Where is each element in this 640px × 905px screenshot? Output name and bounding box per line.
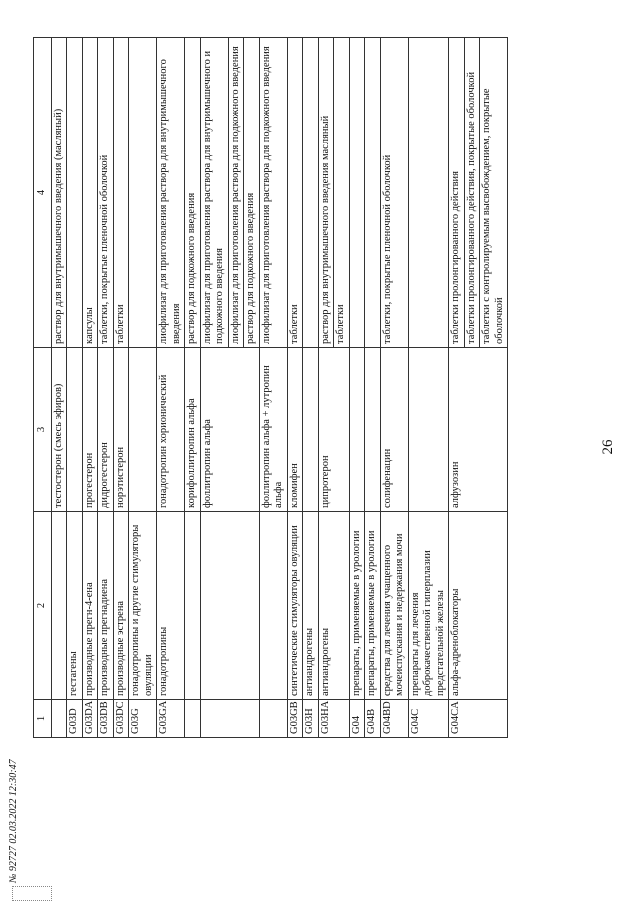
atc-group-name: антиандрогены [303, 512, 319, 700]
atc-group-name [51, 512, 67, 700]
table-row [380, 38, 408, 738]
drug-name: фоллитропин альфа + лутропин альфа [259, 348, 287, 512]
table-row [349, 38, 365, 738]
dosage-form [349, 38, 365, 348]
drug-name: солифенацин [380, 348, 408, 512]
dosage-form: таблетки пролонгированного действия [449, 38, 465, 348]
drug-name [303, 348, 319, 512]
dosage-form: таблетки [113, 38, 129, 348]
atc-group-name: производные эстрена [113, 512, 129, 700]
atc-code: G03GA [157, 700, 185, 738]
table-row [408, 38, 449, 738]
atc-group-name: синтетические стимуляторы овуляции [287, 512, 303, 700]
dosage-form: таблетки с контролируемым высвобождением, покрытые оболочкой [480, 38, 508, 348]
atc-code: G03D [67, 700, 83, 738]
dosage-form: раствор для подкожного введения [185, 38, 201, 348]
atc-group-name: антиандрогены [318, 512, 349, 700]
dosage-form: таблетки пролонгированного действия, покрытые оболочкой [464, 38, 480, 348]
drug-name [408, 348, 449, 512]
dosage-form [67, 38, 83, 348]
header-col-2: 2 [34, 512, 52, 700]
table-row [98, 38, 114, 738]
drug-name: фоллитропин альфа [200, 348, 259, 512]
atc-group-name: производные прегн-4-ена [82, 512, 98, 700]
drug-name [365, 348, 381, 512]
dosage-form [408, 38, 449, 348]
table-row [303, 38, 319, 738]
table-row [82, 38, 98, 738]
atc-code: G04BD [380, 700, 408, 738]
dosage-form [365, 38, 381, 348]
registration-stamp [12, 886, 52, 901]
drug-name: норэтистерон [113, 348, 129, 512]
dosage-form: таблетки [334, 38, 350, 348]
drug-name: прогестерон [82, 348, 98, 512]
table-row [287, 38, 303, 738]
atc-group-name: препараты для лечения доброкачественной гиперплазии предстательной железы [408, 512, 449, 700]
drug-table [33, 37, 508, 738]
atc-group-name: производные прегнадиена [98, 512, 114, 700]
atc-group-name: альфа-адреноблокаторы [449, 512, 508, 700]
drug-name: ципротерон [318, 348, 349, 512]
drug-name [129, 348, 157, 512]
table-row [51, 38, 67, 738]
atc-code: G03DB [98, 700, 114, 738]
document-stamp-text: № 92727 02.03.2022 12:30:47 [8, 759, 19, 883]
atc-code [200, 700, 259, 738]
dosage-form [129, 38, 157, 348]
atc-code: G03HA [318, 700, 349, 738]
atc-code [51, 700, 67, 738]
atc-group-name: гонадотропины и другие стимуляторы овуляции [129, 512, 157, 700]
table-row [318, 38, 334, 738]
dosage-form [303, 38, 319, 348]
table-row [129, 38, 157, 738]
table-row [259, 38, 287, 738]
atc-code: G03GB [287, 700, 303, 738]
header-col-1: 1 [34, 700, 52, 738]
drug-name: гонадотропин хорионический [157, 348, 185, 512]
dosage-form: лиофилизат для приготовления раствора для внутримышечного и подкожного введения [200, 38, 228, 348]
table-row [113, 38, 129, 738]
drug-name: корифоллитропин альфа [185, 348, 201, 512]
dosage-form: раствор для внутримышечного введения (масляный) [51, 38, 67, 348]
dosage-form: лиофилизат для приготовления раствора для подкожного введения [259, 38, 287, 348]
page-number: 26 [600, 439, 616, 455]
header-col-3: 3 [34, 348, 52, 512]
dosage-form: раствор для подкожного введения [244, 38, 260, 348]
drug-name [67, 348, 83, 512]
drug-name: алфузозин [449, 348, 508, 512]
dosage-form: таблетки, покрытые пленочной оболочкой [98, 38, 114, 348]
atc-code: G03H [303, 700, 319, 738]
dosage-form: капсулы [82, 38, 98, 348]
dosage-form: лиофилизат для приготовления раствора для подкожного введения [228, 38, 244, 348]
drug-name [349, 348, 365, 512]
atc-code [259, 700, 287, 738]
dosage-form: таблетки, покрытые пленочной оболочкой [380, 38, 408, 348]
table-row [185, 38, 201, 738]
dosage-form: таблетки [287, 38, 303, 348]
atc-group-name: гонадотропины [157, 512, 185, 700]
header-col-4: 4 [34, 38, 52, 348]
table-row [449, 38, 465, 738]
atc-code: G04C [408, 700, 449, 738]
atc-group-name [259, 512, 287, 700]
dosage-form: лиофилизат для приготовления раствора для внутримышечного введения [157, 38, 185, 348]
atc-group-name [200, 512, 259, 700]
atc-code: G04B [365, 700, 381, 738]
table-row [200, 38, 228, 738]
atc-group-name: препараты, применяемые в урологии [365, 512, 381, 700]
drug-name: дидрогестерон [98, 348, 114, 512]
atc-code: G03DA [82, 700, 98, 738]
dosage-form: раствор для внутримышечного введения масляный [318, 38, 334, 348]
atc-code: G04CA [449, 700, 508, 738]
table-row [157, 38, 185, 738]
atc-group-name: гестагены [67, 512, 83, 700]
table-header-row [34, 38, 52, 738]
atc-code: G03DC [113, 700, 129, 738]
atc-code: G03G [129, 700, 157, 738]
table-row [365, 38, 381, 738]
atc-group-name [185, 512, 201, 700]
drug-name: кломифен [287, 348, 303, 512]
drug-name: тестостерон (смесь эфиров) [51, 348, 67, 512]
atc-code: G04 [349, 700, 365, 738]
atc-group-name: средства для лечения учащенного мочеиспускания и недержания мочи [380, 512, 408, 700]
atc-code [185, 700, 201, 738]
table-row [67, 38, 83, 738]
atc-group-name: препараты, применяемые в урологии [349, 512, 365, 700]
